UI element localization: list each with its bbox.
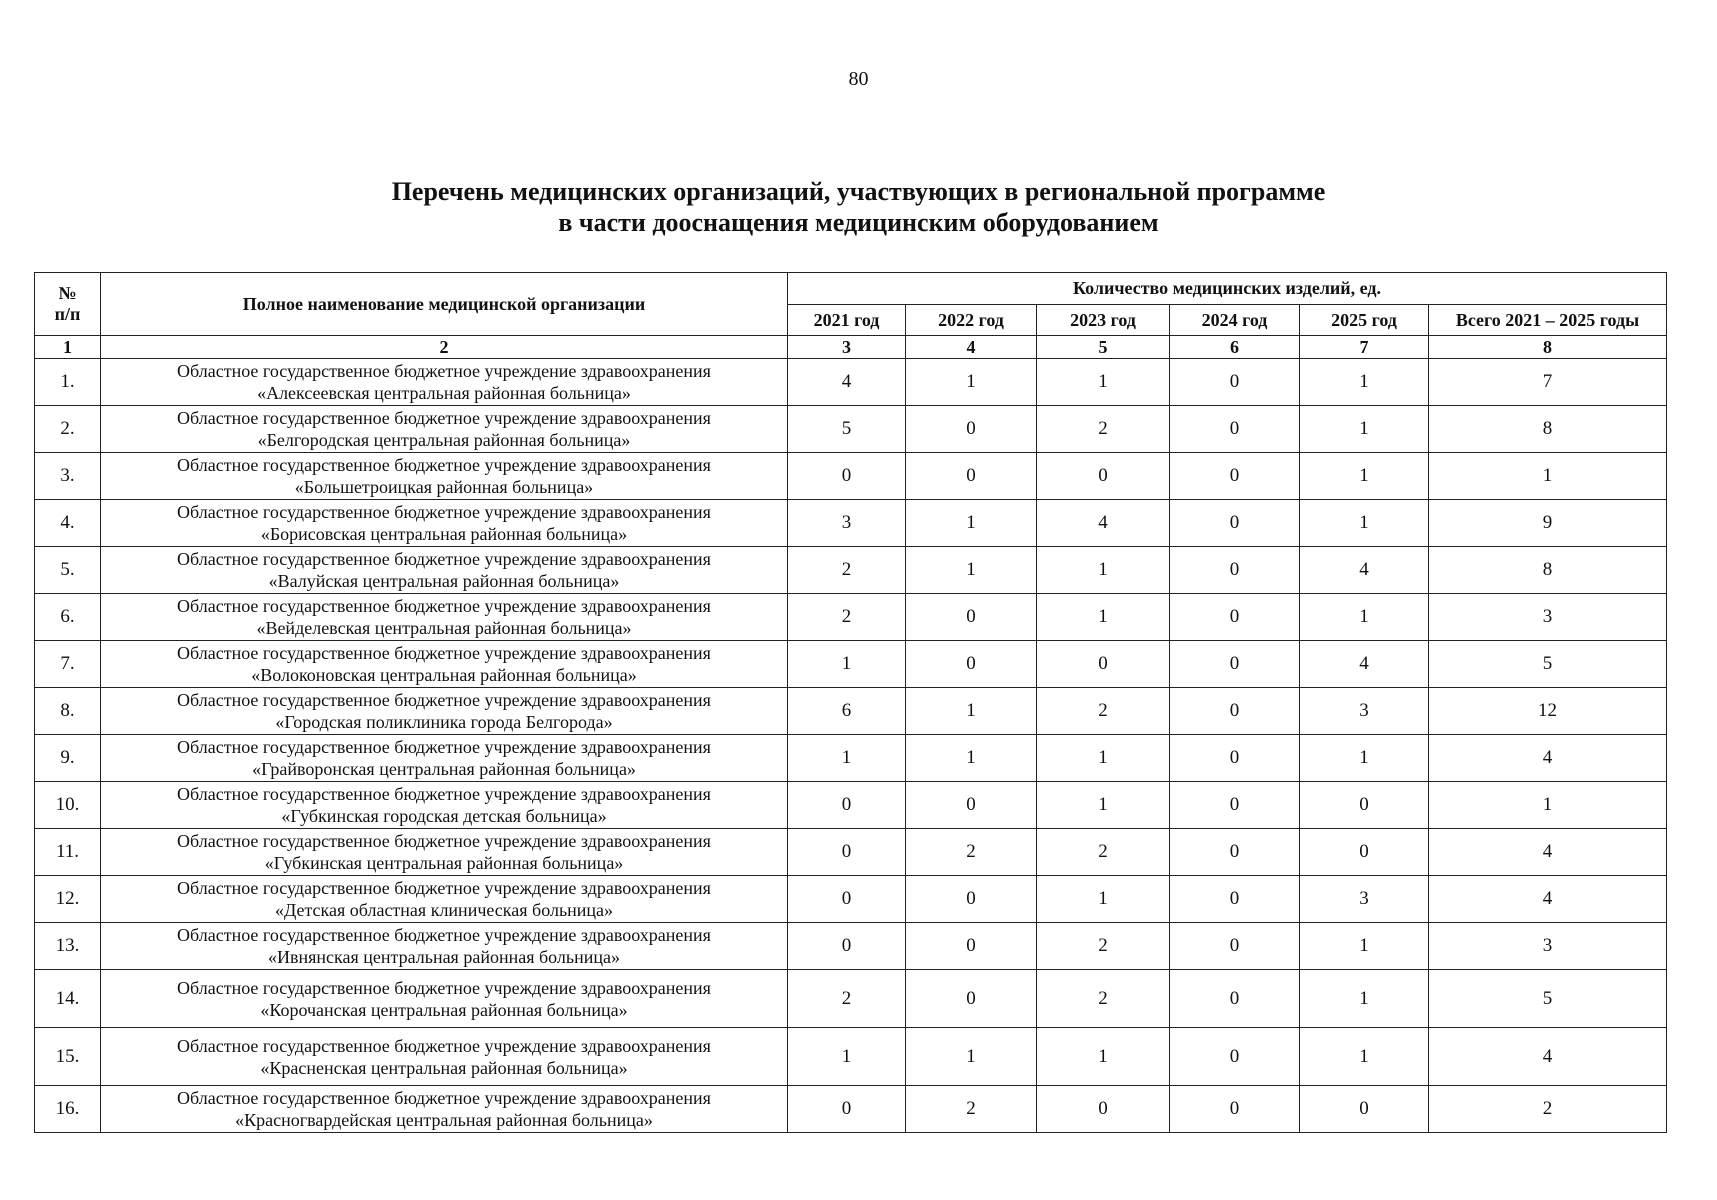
- org-name-line-1: Областное государственное бюджетное учреждение здравоохранения: [177, 977, 711, 998]
- org-name-cell: [101, 641, 788, 688]
- org-name-line-2: «Городская поликлиника города Белгорода»: [275, 712, 613, 732]
- title-line-2: в части дооснащения медицинским оборудованием: [558, 208, 1159, 237]
- column-number-4: 4: [906, 336, 1037, 359]
- org-name-line-2: «Детская областная клиническая больница»: [274, 900, 614, 920]
- year-value-cell: 1: [906, 735, 1037, 782]
- year-value-cell: 0: [1037, 641, 1170, 688]
- page-number: 80: [848, 68, 869, 90]
- column-number-1: 1: [35, 336, 101, 359]
- org-name-cell: [101, 782, 788, 829]
- document-title: [0, 176, 1717, 238]
- year-value-cell: 0: [906, 782, 1037, 829]
- year-value-cell: 2: [788, 970, 906, 1028]
- year-value-cell: 2: [788, 594, 906, 641]
- table-row: [35, 641, 1667, 688]
- header-org-name: Полное наименование медицинской организации: [101, 273, 788, 336]
- table-row: [35, 970, 1667, 1028]
- org-name-cell: [101, 735, 788, 782]
- year-value-cell: 2: [1037, 923, 1170, 970]
- header-year-2: 2022 год: [906, 305, 1037, 336]
- table-row: [35, 453, 1667, 500]
- year-value-cell: 0: [906, 594, 1037, 641]
- year-value-cell: 0: [1170, 1086, 1300, 1133]
- year-value-cell: 0: [788, 923, 906, 970]
- year-value-cell: 1: [1037, 782, 1170, 829]
- year-value-cell: 2: [906, 1086, 1037, 1133]
- year-value-cell: 1: [1300, 594, 1429, 641]
- org-name-line-2: «Ивнянская центральная районная больница»: [267, 947, 620, 967]
- column-number-8: 8: [1429, 336, 1667, 359]
- org-name-line-2: «Губкинская центральная районная больница»: [264, 853, 624, 873]
- year-value-cell: 0: [788, 829, 906, 876]
- row-index: 8.: [35, 688, 101, 735]
- year-value-cell: 1: [906, 359, 1037, 406]
- year-value-cell: 0: [788, 876, 906, 923]
- row-index: 15.: [35, 1028, 101, 1086]
- year-value-cell: 0: [1170, 359, 1300, 406]
- year-value-cell: 0: [1170, 641, 1300, 688]
- org-name-line-1: Областное государственное бюджетное учреждение здравоохранения: [177, 690, 711, 710]
- year-value-cell: 0: [788, 453, 906, 500]
- org-name-cell: [101, 359, 788, 406]
- year-value-cell: 0: [1170, 406, 1300, 453]
- year-value-cell: 0: [1170, 735, 1300, 782]
- org-name-cell: [101, 829, 788, 876]
- year-value-cell: 1: [1037, 1028, 1170, 1086]
- total-cell: 4: [1429, 829, 1667, 876]
- year-value-cell: 4: [788, 359, 906, 406]
- row-index: 6.: [35, 594, 101, 641]
- year-value-cell: 1: [906, 1028, 1037, 1086]
- year-value-cell: 0: [1300, 1086, 1429, 1133]
- org-name-cell: [101, 688, 788, 735]
- table-row: [35, 594, 1667, 641]
- row-index: 10.: [35, 782, 101, 829]
- year-value-cell: 0: [906, 876, 1037, 923]
- total-cell: 8: [1429, 547, 1667, 594]
- year-value-cell: 0: [1170, 876, 1300, 923]
- year-value-cell: 4: [1037, 500, 1170, 547]
- year-value-cell: 0: [906, 641, 1037, 688]
- table-row: [35, 829, 1667, 876]
- table-row: [35, 735, 1667, 782]
- year-value-cell: 2: [1037, 829, 1170, 876]
- row-index: 2.: [35, 406, 101, 453]
- org-name-line-1: Областное государственное бюджетное учреждение здравоохранения: [177, 502, 711, 522]
- year-value-cell: 1: [1300, 735, 1429, 782]
- row-index: 7.: [35, 641, 101, 688]
- org-name-cell: [101, 970, 788, 1028]
- org-name-line-2: «Грайворонская центральная районная больница»: [252, 759, 636, 779]
- year-value-cell: 0: [1300, 782, 1429, 829]
- year-value-cell: 1: [1037, 547, 1170, 594]
- year-value-cell: 0: [1170, 1028, 1300, 1086]
- table-row: [35, 923, 1667, 970]
- year-value-cell: 0: [1170, 782, 1300, 829]
- total-cell: 4: [1429, 1028, 1667, 1086]
- org-name-line-2: «Белгородская центральная районная больница»: [257, 430, 631, 450]
- table-row: [35, 688, 1667, 735]
- header-index-line-1: №: [58, 283, 77, 303]
- year-value-cell: 6: [788, 688, 906, 735]
- year-value-cell: 1: [1300, 500, 1429, 547]
- total-cell: 4: [1429, 876, 1667, 923]
- org-name-cell: [101, 876, 788, 923]
- table-row: [35, 406, 1667, 453]
- total-cell: 5: [1429, 641, 1667, 688]
- year-value-cell: 1: [906, 500, 1037, 547]
- table-row: [35, 876, 1667, 923]
- table-row: [35, 500, 1667, 547]
- org-name-line-1: Областное государственное бюджетное учреждение здравоохранения: [177, 1088, 711, 1108]
- column-number-6: 6: [1170, 336, 1300, 359]
- year-value-cell: 0: [1170, 923, 1300, 970]
- org-name-line-2: «Большетроицкая районная больница»: [294, 477, 594, 497]
- total-cell: 5: [1429, 970, 1667, 1028]
- year-value-cell: 0: [1170, 594, 1300, 641]
- org-name-line-2: «Алексеевская центральная районная больница»: [257, 383, 631, 403]
- year-value-cell: 1: [1037, 594, 1170, 641]
- year-value-cell: 1: [788, 641, 906, 688]
- year-value-cell: 1: [1300, 359, 1429, 406]
- total-cell: 3: [1429, 594, 1667, 641]
- year-value-cell: 1: [1300, 923, 1429, 970]
- org-name-line-1: Областное государственное бюджетное учреждение здравоохранения: [177, 737, 711, 757]
- year-value-cell: 1: [1300, 970, 1429, 1028]
- total-cell: 8: [1429, 406, 1667, 453]
- year-value-cell: 1: [1300, 453, 1429, 500]
- row-index: 13.: [35, 923, 101, 970]
- year-value-cell: 0: [906, 970, 1037, 1028]
- org-name-line-1: Областное государственное бюджетное учреждение здравоохранения: [177, 878, 711, 898]
- org-name-line-1: Областное государственное бюджетное учреждение здравоохранения: [177, 361, 711, 381]
- org-name-line-1: Областное государственное бюджетное учреждение здравоохранения: [177, 408, 711, 428]
- total-cell: 4: [1429, 735, 1667, 782]
- column-number-2: 2: [101, 336, 788, 359]
- org-name-line-2: «Валуйская центральная районная больница»: [268, 571, 620, 591]
- year-value-cell: 0: [788, 1086, 906, 1133]
- org-name-line-1: Областное государственное бюджетное учреждение здравоохранения: [177, 549, 711, 569]
- org-name-cell: [101, 453, 788, 500]
- year-value-cell: 0: [1170, 970, 1300, 1028]
- org-name-cell: [101, 1028, 788, 1086]
- year-value-cell: 0: [906, 923, 1037, 970]
- row-index: 9.: [35, 735, 101, 782]
- org-name-line-1: Областное государственное бюджетное учреждение здравоохранения: [177, 596, 711, 616]
- year-value-cell: 0: [1037, 453, 1170, 500]
- total-cell: 12: [1429, 688, 1667, 735]
- year-value-cell: 1: [1300, 406, 1429, 453]
- row-index: 11.: [35, 829, 101, 876]
- year-value-cell: 0: [1170, 829, 1300, 876]
- total-cell: 1: [1429, 453, 1667, 500]
- row-index: 16.: [35, 1086, 101, 1133]
- year-value-cell: 2: [788, 547, 906, 594]
- year-value-cell: 0: [1300, 829, 1429, 876]
- org-name-cell: [101, 500, 788, 547]
- header-year-3: 2023 год: [1037, 305, 1170, 336]
- org-name-cell: [101, 1086, 788, 1133]
- table-row: [35, 1028, 1667, 1086]
- table-row: [35, 359, 1667, 406]
- header-year-1: 2021 год: [788, 305, 906, 336]
- header-year-5: 2025 год: [1300, 305, 1429, 336]
- year-value-cell: 1: [1037, 735, 1170, 782]
- organizations-table: [34, 272, 1667, 1133]
- year-value-cell: 1: [906, 547, 1037, 594]
- year-value-cell: 1: [788, 1028, 906, 1086]
- org-name-line-2: «Красненская центральная районная больница»: [260, 1057, 628, 1078]
- year-value-cell: 1: [1037, 876, 1170, 923]
- year-value-cell: 0: [906, 406, 1037, 453]
- header-index-line-2: п/п: [54, 304, 81, 324]
- year-value-cell: 3: [1300, 876, 1429, 923]
- year-value-cell: 3: [1300, 688, 1429, 735]
- row-index: 5.: [35, 547, 101, 594]
- org-name-line-1: Областное государственное бюджетное учреждение здравоохранения: [177, 831, 711, 851]
- table-row: [35, 547, 1667, 594]
- column-number-7: 7: [1300, 336, 1429, 359]
- total-cell: 1: [1429, 782, 1667, 829]
- org-name-line-2: «Красногвардейская центральная районная больница»: [235, 1110, 653, 1130]
- org-name-cell: [101, 547, 788, 594]
- year-value-cell: 3: [788, 500, 906, 547]
- org-name-line-2: «Борисовская центральная районная больница»: [260, 524, 628, 544]
- year-value-cell: 5: [788, 406, 906, 453]
- row-index: 4.: [35, 500, 101, 547]
- year-value-cell: 2: [906, 829, 1037, 876]
- year-value-cell: 4: [1300, 641, 1429, 688]
- org-name-line-1: Областное государственное бюджетное учреждение здравоохранения: [177, 1035, 711, 1056]
- year-value-cell: 0: [1170, 688, 1300, 735]
- year-value-cell: 2: [1037, 970, 1170, 1028]
- year-value-cell: 2: [1037, 688, 1170, 735]
- column-number-3: 3: [788, 336, 906, 359]
- year-value-cell: 1: [788, 735, 906, 782]
- org-name-cell: [101, 406, 788, 453]
- column-number-5: 5: [1037, 336, 1170, 359]
- header-year-4: 2024 год: [1170, 305, 1300, 336]
- org-name-line-1: Областное государственное бюджетное учреждение здравоохранения: [177, 784, 711, 804]
- year-value-cell: 0: [788, 782, 906, 829]
- table-row: [35, 1086, 1667, 1133]
- year-value-cell: 0: [1170, 547, 1300, 594]
- org-name-line-2: «Корочанская центральная районная больница»: [260, 999, 628, 1020]
- org-name-line-1: Областное государственное бюджетное учреждение здравоохранения: [177, 455, 711, 475]
- year-value-cell: 0: [1170, 500, 1300, 547]
- total-cell: 3: [1429, 923, 1667, 970]
- total-cell: 9: [1429, 500, 1667, 547]
- year-value-cell: 1: [1037, 359, 1170, 406]
- row-index: 12.: [35, 876, 101, 923]
- org-name-line-1: Областное государственное бюджетное учреждение здравоохранения: [177, 643, 711, 663]
- title-line-1: Перечень медицинских организаций, участвующих в региональной программе: [391, 177, 1326, 206]
- total-cell: 2: [1429, 1086, 1667, 1133]
- org-name-line-2: «Губкинская городская детская больница»: [281, 806, 607, 826]
- header-quantity-group: Количество медицинских изделий, ед.: [788, 273, 1667, 305]
- header-index: [35, 273, 101, 336]
- org-name-cell: [101, 923, 788, 970]
- year-value-cell: 1: [906, 688, 1037, 735]
- org-name-line-2: «Вейделевская центральная районная больница»: [256, 618, 632, 638]
- row-index: 1.: [35, 359, 101, 406]
- year-value-cell: 0: [1037, 1086, 1170, 1133]
- year-value-cell: 1: [1300, 1028, 1429, 1086]
- table-row: [35, 782, 1667, 829]
- header-year-6: Всего 2021 – 2025 годы: [1429, 305, 1667, 336]
- org-name-cell: [101, 594, 788, 641]
- year-value-cell: 4: [1300, 547, 1429, 594]
- row-index: 3.: [35, 453, 101, 500]
- year-value-cell: 0: [906, 453, 1037, 500]
- year-value-cell: 2: [1037, 406, 1170, 453]
- org-name-line-2: «Волоконовская центральная районная больница»: [251, 665, 637, 685]
- row-index: 14.: [35, 970, 101, 1028]
- year-value-cell: 0: [1170, 453, 1300, 500]
- org-name-line-1: Областное государственное бюджетное учреждение здравоохранения: [177, 925, 711, 945]
- total-cell: 7: [1429, 359, 1667, 406]
